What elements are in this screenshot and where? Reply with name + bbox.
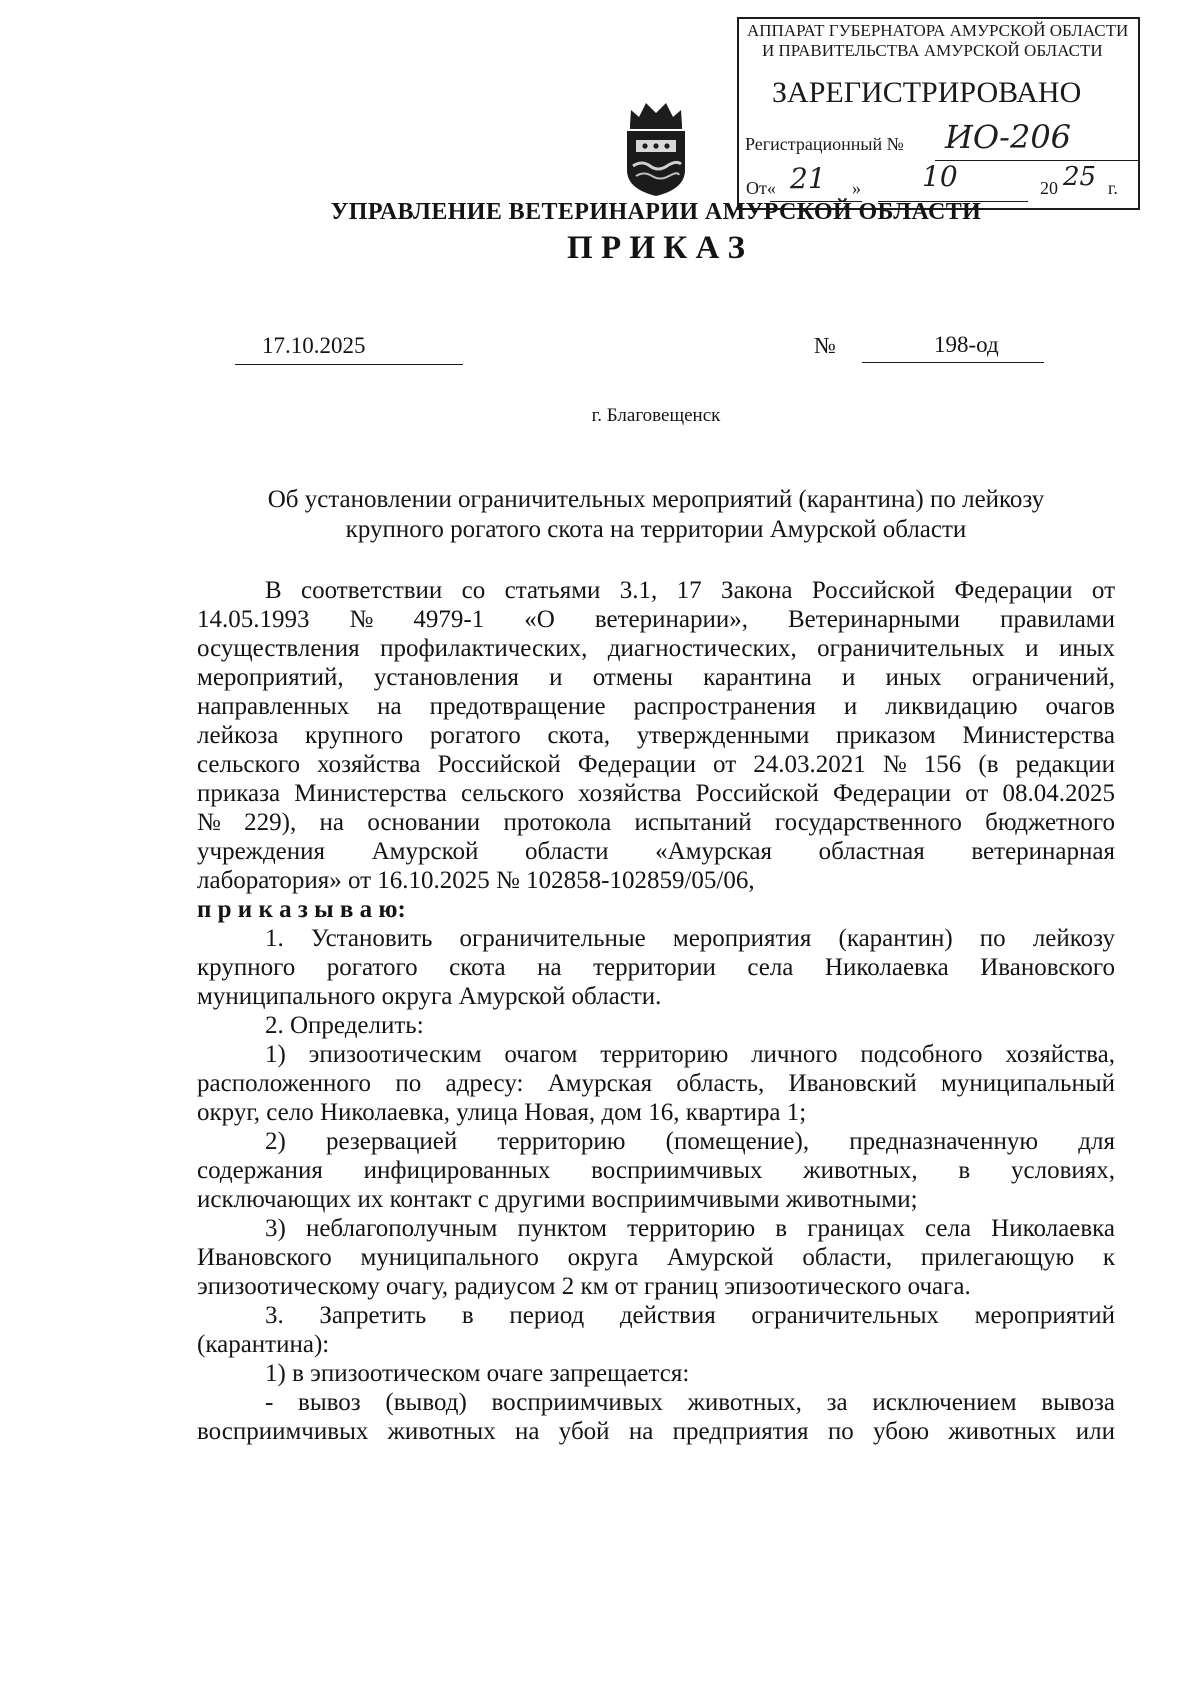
body-line: 3) неблагополучным пунктом территорию в границах села Николаевка [265, 1215, 1115, 1242]
body-line: исключающих их контакт с другими восприимчивыми животными; [197, 1186, 918, 1213]
body-line: п р и к а з ы в а ю: [197, 896, 406, 923]
body-line: 3. Запретить в период действия ограничительных мероприятий [265, 1302, 1115, 1329]
stamp-date-prefix: От« [746, 178, 776, 198]
order-item [197, 1040, 1115, 1127]
order-subject [197, 485, 1115, 545]
organization-title: УПРАВЛЕНИЕ ВЕТЕРИНАРИИ АМУРСКОЙ ОБЛАСТИ [330, 199, 982, 225]
crown-shape [630, 103, 682, 125]
stamp-date-suffix: г. [1108, 178, 1118, 198]
order-number: 198-од [934, 332, 999, 357]
order-date: 17.10.2025 [262, 333, 366, 358]
body-line: - вывоз (вывод) восприимчивых животных, за исключением вывоза [265, 1389, 1115, 1416]
order-item [197, 1214, 1115, 1301]
body-line: 2) резервацией территорию (помещение), предназначенную для [265, 1128, 1115, 1155]
body-line: направленных на предотвращение распространения и ликвидацию очагов [197, 693, 1115, 720]
body-line: 1) эпизоотическим очагом территорию личного подсобного хозяйства, [265, 1041, 1115, 1068]
body-line: учреждения Амурской области «Амурская областная ветеринарная [197, 838, 1115, 865]
body-line: расположенного по адресу: Амурская область, Ивановский муниципальный [197, 1070, 1115, 1097]
body-line: сельского хозяйства Российской Федерации от 24.03.2021 № 156 (в редакции [197, 751, 1115, 778]
order-item [197, 1301, 1115, 1359]
stamp-date-year: 25 [1063, 162, 1097, 192]
order-number-label: № [814, 333, 836, 358]
body-line: (карантина): [197, 1331, 330, 1358]
body-line: лаборатория» от 16.10.2025 № 102858-102859/05/06, [197, 867, 755, 894]
body-line: Ивановского муниципального округа Амурской области, прилегающую к [197, 1244, 1115, 1271]
body-line: 1) в эпизоотическом очаге запрещается: [265, 1360, 690, 1387]
body-line: мероприятий, установления и отмены карантина и иных ограничений, [197, 664, 1115, 691]
body-line: содержания инфицированных восприимчивых животных, в условиях, [197, 1157, 1115, 1184]
body-line: 2. Определить: [265, 1012, 424, 1039]
order-item [197, 1127, 1115, 1214]
body-line: № 229), на основании протокола испытаний государственного бюджетного [197, 809, 1115, 836]
order-item [197, 1388, 1115, 1446]
order-item [197, 1359, 1115, 1388]
body-line: муниципального округа Амурской области. [197, 983, 662, 1010]
body-line: эпизоотическому очагу, радиусом 2 км от границ эпизоотического очага. [197, 1273, 971, 1300]
body-line: крупного рогатого скота на территории села Николаевка Ивановского [197, 954, 1115, 981]
preamble-paragraph [197, 576, 1115, 895]
stamp-org-line-1: АППАРАТ ГУБЕРНАТОРА АМУРСКОЙ ОБЛАСТИ [747, 21, 1129, 40]
order-item [197, 1011, 1115, 1040]
document-type-title: П Р И К А З [567, 230, 745, 266]
body-line: восприимчивых животных на убой на предприятия по убою животных или [197, 1418, 1115, 1445]
stamp-reg-number: ИО-206 [945, 118, 1072, 156]
stamp-reg-underline [935, 160, 1138, 161]
stamp-date-close-quote: » [852, 178, 861, 198]
subject-line: Об установлении ограничительных мероприятий (карантина) по лейкозу [267, 486, 1045, 513]
city-name: г. Благовещенск [591, 405, 721, 426]
body-line: лейкоза крупного рогатого скота, утвержденными приказом Министерства [197, 722, 1115, 749]
stamp-reg-label: Регистрационный № [745, 134, 904, 154]
stamp-date-century: 20 [1040, 178, 1058, 198]
subject-line: крупного рогатого скота на территории Амурской области [345, 516, 967, 543]
stamp-date-day: 21 [790, 162, 826, 195]
body-line: В соответствии со статьями 3.1, 17 Закона Российской Федерации от [265, 577, 1115, 604]
stamp-date-month: 10 [922, 160, 958, 193]
order-number-underline [862, 362, 1044, 363]
body-line: 1. Установить ограничительные мероприятия (карантин) по лейкозу [265, 925, 1115, 952]
body-line: приказа Министерства сельского хозяйства Российской Федерации от 08.04.2025 [197, 780, 1115, 807]
order-verb [197, 895, 1115, 924]
order-item [197, 924, 1115, 1011]
body-line: округ, село Николаевка, улица Новая, дом 16, квартира 1; [197, 1099, 807, 1126]
order-date-underline [235, 364, 463, 365]
body-line: 14.05.1993 № 4979-1 «О ветеринарии», Ветеринарными правилами [197, 606, 1115, 633]
stamp-org-line-2: И ПРАВИТЕЛЬСТВА АМУРСКОЙ ОБЛАСТИ [762, 41, 1103, 60]
order-body [197, 576, 1115, 1446]
stamp-status: ЗАРЕГИСТРИРОВАНО [772, 76, 1082, 109]
body-line: осуществления профилактических, диагностических, ограничительных и иных [197, 635, 1115, 662]
coat-of-arms-emblem [619, 98, 693, 198]
